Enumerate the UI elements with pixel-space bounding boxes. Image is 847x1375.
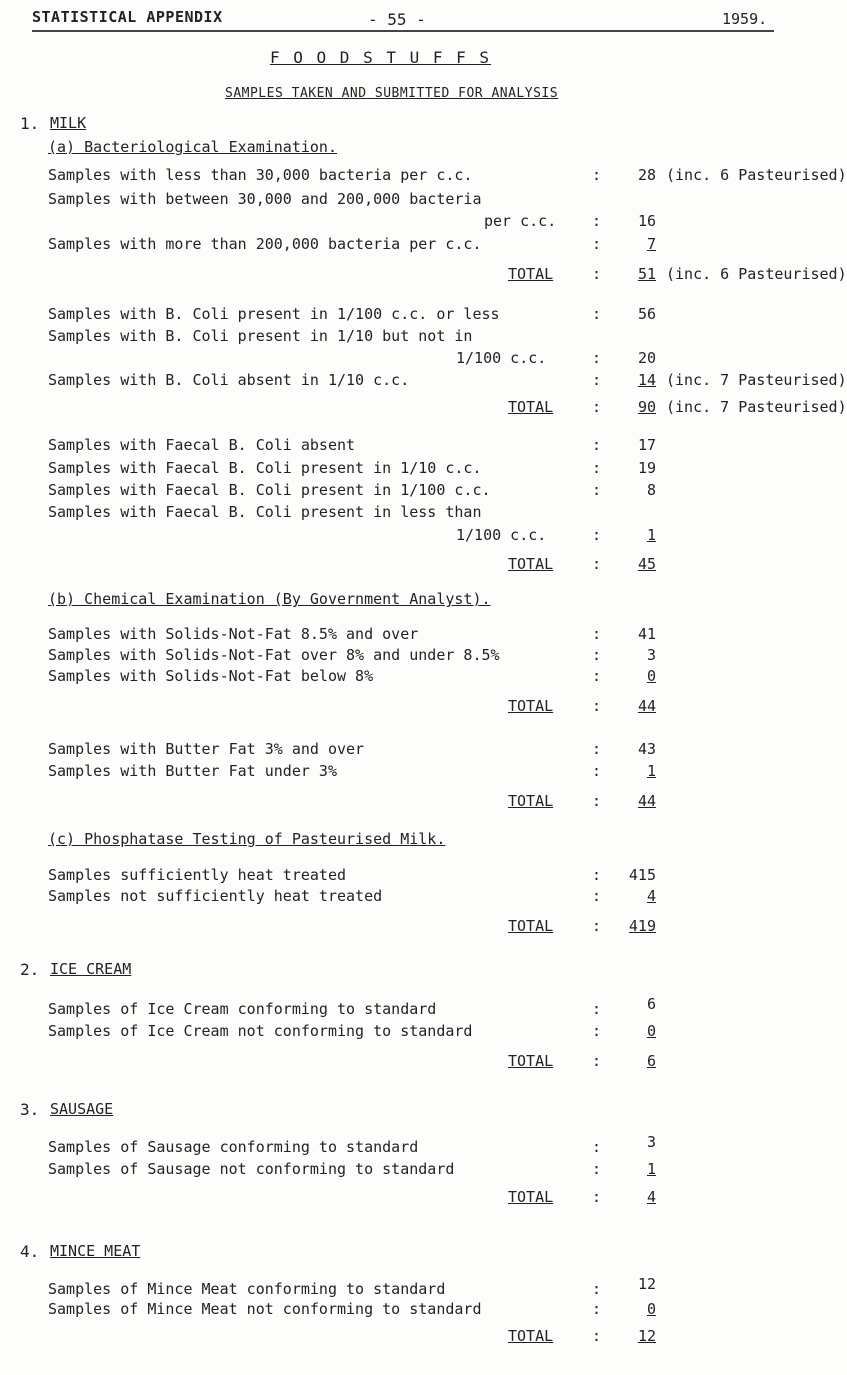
colon: :: [592, 1280, 602, 1298]
colon: :: [592, 740, 602, 758]
row-value: 3: [646, 1133, 656, 1151]
row-value: 8: [646, 481, 656, 499]
row-label: Samples with Butter Fat under 3%: [48, 762, 337, 780]
total-value: 4: [646, 1188, 656, 1206]
row-value: 1: [646, 762, 656, 780]
total-value: 419: [628, 917, 656, 935]
total-label: TOTAL: [508, 1188, 554, 1206]
row-label: Samples with Faecal B. Coli present in 1/10 c.c.: [48, 459, 482, 477]
row-label: Samples with Solids-Not-Fat below 8%: [48, 667, 374, 685]
total-value: 45: [637, 555, 656, 573]
section-heading-ice-cream: ICE CREAM: [50, 960, 132, 978]
row-label: Samples with B. Coli absent in 1/10 c.c.: [48, 371, 410, 389]
row-label-cont: per c.c.: [484, 212, 557, 230]
row-value: 0: [646, 1022, 656, 1040]
colon: :: [592, 646, 602, 664]
row-value: 12: [637, 1275, 656, 1293]
colon: :: [592, 625, 602, 643]
row-note: (inc. 7 Pasteurised): [666, 371, 847, 389]
total-value: 44: [637, 792, 656, 810]
colon: :: [592, 762, 602, 780]
header-rule: [32, 30, 774, 32]
page-number: - 55 -: [368, 10, 426, 29]
row-label: Samples with Faecal B. Coli present in 1/100 c.c.: [48, 481, 491, 499]
page-header-left: STATISTICAL APPENDIX: [32, 8, 223, 26]
colon: :: [592, 1138, 602, 1156]
total-value: 44: [637, 697, 656, 715]
row-note: (inc. 7 Pasteurised): [666, 398, 847, 416]
total-label: TOTAL: [508, 1052, 554, 1070]
row-label: Samples with more than 200,000 bacteria per c.c.: [48, 235, 482, 253]
section-heading-sausage: SAUSAGE: [50, 1100, 114, 1118]
section-number-mince-meat: 4.: [20, 1242, 40, 1261]
total-label: TOTAL: [508, 1327, 554, 1345]
colon: :: [592, 917, 602, 935]
row-value: 17: [637, 436, 656, 454]
subheading-chemical: (b) Chemical Examination (By Government Analyst).: [48, 590, 491, 608]
row-label-cont: 1/100 c.c.: [456, 349, 547, 367]
row-value: 4: [646, 887, 656, 905]
colon: :: [592, 1300, 602, 1318]
row-value: 43: [637, 740, 656, 758]
row-value: 1: [646, 1160, 656, 1178]
colon: :: [592, 459, 602, 477]
row-value: 6: [646, 995, 656, 1013]
page-year: 1959.: [722, 10, 768, 28]
colon: :: [592, 265, 602, 283]
row-value: 41: [637, 625, 656, 643]
section-heading-milk: MILK: [50, 114, 87, 132]
colon: :: [592, 555, 602, 573]
row-value: 7: [646, 235, 656, 253]
colon: :: [592, 481, 602, 499]
colon: :: [592, 349, 602, 367]
colon: :: [592, 1022, 602, 1040]
row-label: Samples with Solids-Not-Fat over 8% and under 8.5%: [48, 646, 500, 664]
section-number-ice-cream: 2.: [20, 960, 40, 979]
colon: :: [592, 235, 602, 253]
colon: :: [592, 1188, 602, 1206]
total-value: 90: [637, 398, 656, 416]
row-note: (inc. 6 Pasteurised): [666, 166, 847, 184]
row-value: 20: [637, 349, 656, 367]
row-label: Samples with B. Coli present in 1/10 but not in: [48, 327, 473, 345]
row-value: 0: [646, 1300, 656, 1318]
colon: :: [592, 398, 602, 416]
row-label: Samples of Sausage conforming to standard: [48, 1138, 419, 1156]
section-number-sausage: 3.: [20, 1100, 40, 1119]
page-subtitle: SAMPLES TAKEN AND SUBMITTED FOR ANALYSIS: [225, 86, 559, 101]
total-label: TOTAL: [508, 398, 554, 416]
colon: :: [592, 1000, 602, 1018]
row-value: 56: [637, 305, 656, 323]
colon: :: [592, 667, 602, 685]
row-label: Samples of Ice Cream not conforming to standard: [48, 1022, 473, 1040]
row-label: Samples of Ice Cream conforming to standard: [48, 1000, 437, 1018]
total-label: TOTAL: [508, 697, 554, 715]
row-value: 28: [637, 166, 656, 184]
colon: :: [592, 866, 602, 884]
colon: :: [592, 436, 602, 454]
page-title: F O O D S T U F F S: [270, 48, 492, 67]
colon: :: [592, 1160, 602, 1178]
total-label: TOTAL: [508, 555, 554, 573]
colon: :: [592, 305, 602, 323]
row-note: (inc. 6 Pasteurised): [666, 265, 847, 283]
colon: :: [592, 1327, 602, 1345]
colon: :: [592, 371, 602, 389]
section-number-milk: 1.: [20, 114, 40, 133]
total-value: 51: [637, 265, 656, 283]
subheading-phosphatase: (c) Phosphatase Testing of Pasteurised Milk.: [48, 830, 446, 848]
colon: :: [592, 212, 602, 230]
subheading-bacteriological: (a) Bacteriological Examination.: [48, 138, 337, 156]
row-label: Samples with B. Coli present in 1/100 c.c. or less: [48, 305, 500, 323]
row-value: 1: [646, 526, 656, 544]
row-label: Samples with Butter Fat 3% and over: [48, 740, 365, 758]
row-label: Samples with less than 30,000 bacteria per c.c.: [48, 166, 473, 184]
row-value: 3: [646, 646, 656, 664]
colon: :: [592, 697, 602, 715]
row-label: Samples with between 30,000 and 200,000 bacteria: [48, 190, 482, 208]
row-label: Samples with Solids-Not-Fat 8.5% and over: [48, 625, 419, 643]
total-value: 12: [637, 1327, 656, 1345]
row-label: Samples not sufficiently heat treated: [48, 887, 383, 905]
row-label: Samples of Mince Meat not conforming to standard: [48, 1300, 482, 1318]
colon: :: [592, 792, 602, 810]
colon: :: [592, 1052, 602, 1070]
section-heading-mince-meat: MINCE MEAT: [50, 1242, 141, 1260]
row-value: 19: [637, 459, 656, 477]
colon: :: [592, 526, 602, 544]
total-label: TOTAL: [508, 265, 554, 283]
row-value: 415: [628, 866, 656, 884]
total-label: TOTAL: [508, 792, 554, 810]
row-label: Samples with Faecal B. Coli absent: [48, 436, 356, 454]
colon: :: [592, 166, 602, 184]
total-label: TOTAL: [508, 917, 554, 935]
total-value: 6: [646, 1052, 656, 1070]
row-label: Samples of Sausage not conforming to standard: [48, 1160, 455, 1178]
row-label: Samples sufficiently heat treated: [48, 866, 347, 884]
row-value: 14: [637, 371, 656, 389]
row-label: Samples of Mince Meat conforming to standard: [48, 1280, 446, 1298]
row-label-cont: 1/100 c.c.: [456, 526, 547, 544]
row-value: 16: [637, 212, 656, 230]
colon: :: [592, 887, 602, 905]
row-label: Samples with Faecal B. Coli present in less than: [48, 503, 482, 521]
row-value: 0: [646, 667, 656, 685]
